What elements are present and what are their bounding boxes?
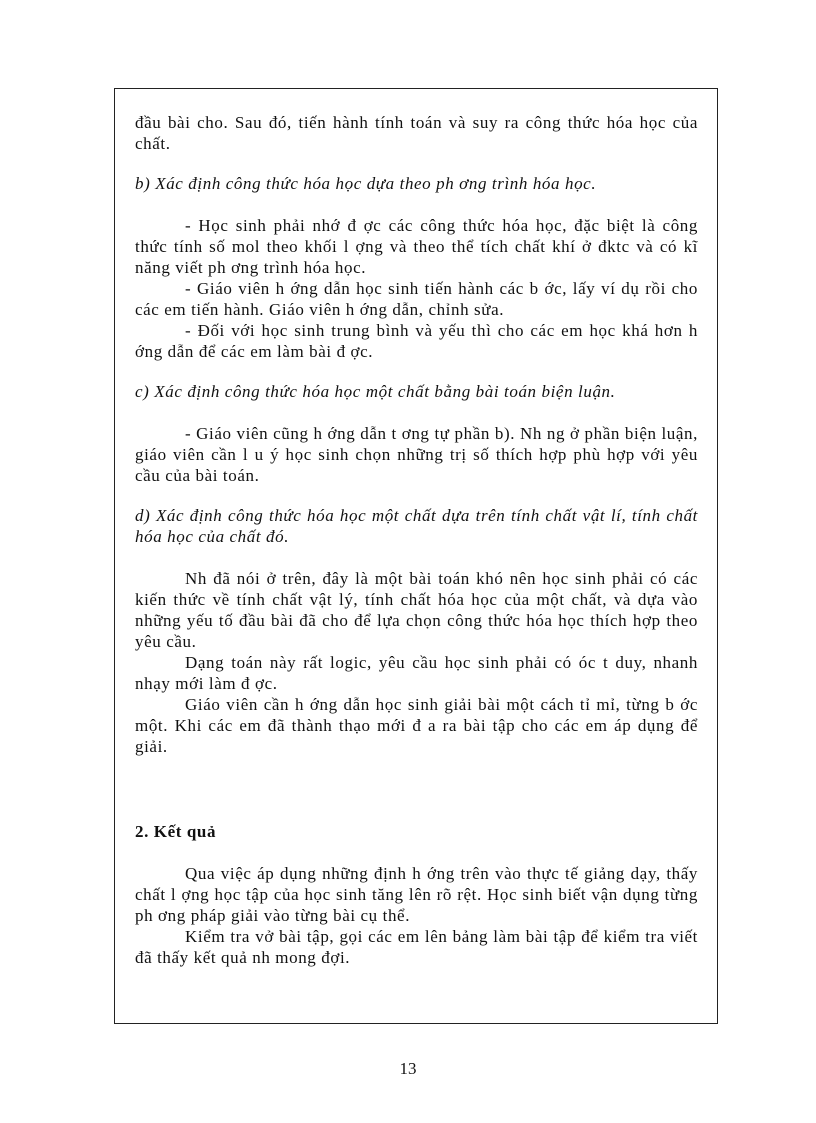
subheading-b: b) Xác định công thức hóa học dựa theo ph ơng trình hóa học.: [135, 174, 597, 193]
subheading-c: c) Xác định công thức hóa học một chất bằng bài toán biện luận.: [135, 382, 616, 401]
paragraph-b-teacher: - Giáo viên h ớng dẫn học sinh tiến hành các b ớc, lấy ví dụ rồi cho các em tiến hành. Giáo viên h ớng dẫn, chỉnh sửa.: [135, 279, 698, 319]
page-number: 13: [399, 1059, 417, 1078]
paragraph-b-weak-students: - Đối với học sinh trung bình và yếu thì cho các em học khá hơn h ớng dẫn để các em làm bài đ ợc.: [135, 321, 698, 361]
paragraph-d-teacher: Giáo viên cần h ớng dẫn học sinh giải bài một cách tỉ mỉ, từng b ớc một. Khi các em đã thành thạo mới đ a ra bài tập cho các em áp dụng để giải.: [135, 695, 698, 756]
subheading-d: d) Xác định công thức hóa học một chất dựa trên tính chất vật lí, tính chất hóa học của chất đó.: [135, 506, 698, 546]
paragraph-b-students: - Học sinh phải nhớ đ ợc các công thức hóa học, đặc biệt là công thức tính số mol theo khối l ợng và theo thể tích chất khí ở đktc và có kĩ năng viết ph ơng trình hóa học.: [135, 216, 698, 277]
paragraph-d-logic: Dạng toán này rất logic, yêu cầu học sinh phải có óc t duy, nhanh nhạy mới làm đ ợc.: [135, 653, 698, 693]
section-heading-results: 2. Kết quả: [135, 822, 217, 841]
page-content: [135, 112, 698, 968]
paragraph-d-intro: Nh đã nói ở trên, đây là một bài toán khó nên học sinh phải có các kiến thức về tính chất vật lý, tính chất hóa học của một chất, và dựa vào những yếu tố đầu bài đã cho để lựa chọn công thức hóa học thích hợp theo yêu cầu.: [135, 569, 698, 651]
paragraph-intro: đầu bài cho. Sau đó, tiến hành tính toán và suy ra công thức hóa học của chất.: [135, 113, 698, 153]
paragraph-c-teacher: - Giáo viên cũng h ớng dẫn t ơng tự phần b). Nh ng ở phần biện luận, giáo viên cần l u ý học sinh chọn những trị số thích hợp phù hợp với yêu cầu của bài toán.: [135, 424, 698, 485]
paragraph-results-2: Kiểm tra vở bài tập, gọi các em lên bảng làm bài tập để kiểm tra viết đã thấy kết quả nh mong đợi.: [135, 927, 698, 967]
paragraph-results-1: Qua việc áp dụng những định h ớng trên vào thực tế giảng dạy, thấy chất l ợng học tập của học sinh tăng lên rõ rệt. Học sinh biết vận dụng từng ph ơng pháp giải vào từng bài cụ thể.: [135, 864, 698, 925]
